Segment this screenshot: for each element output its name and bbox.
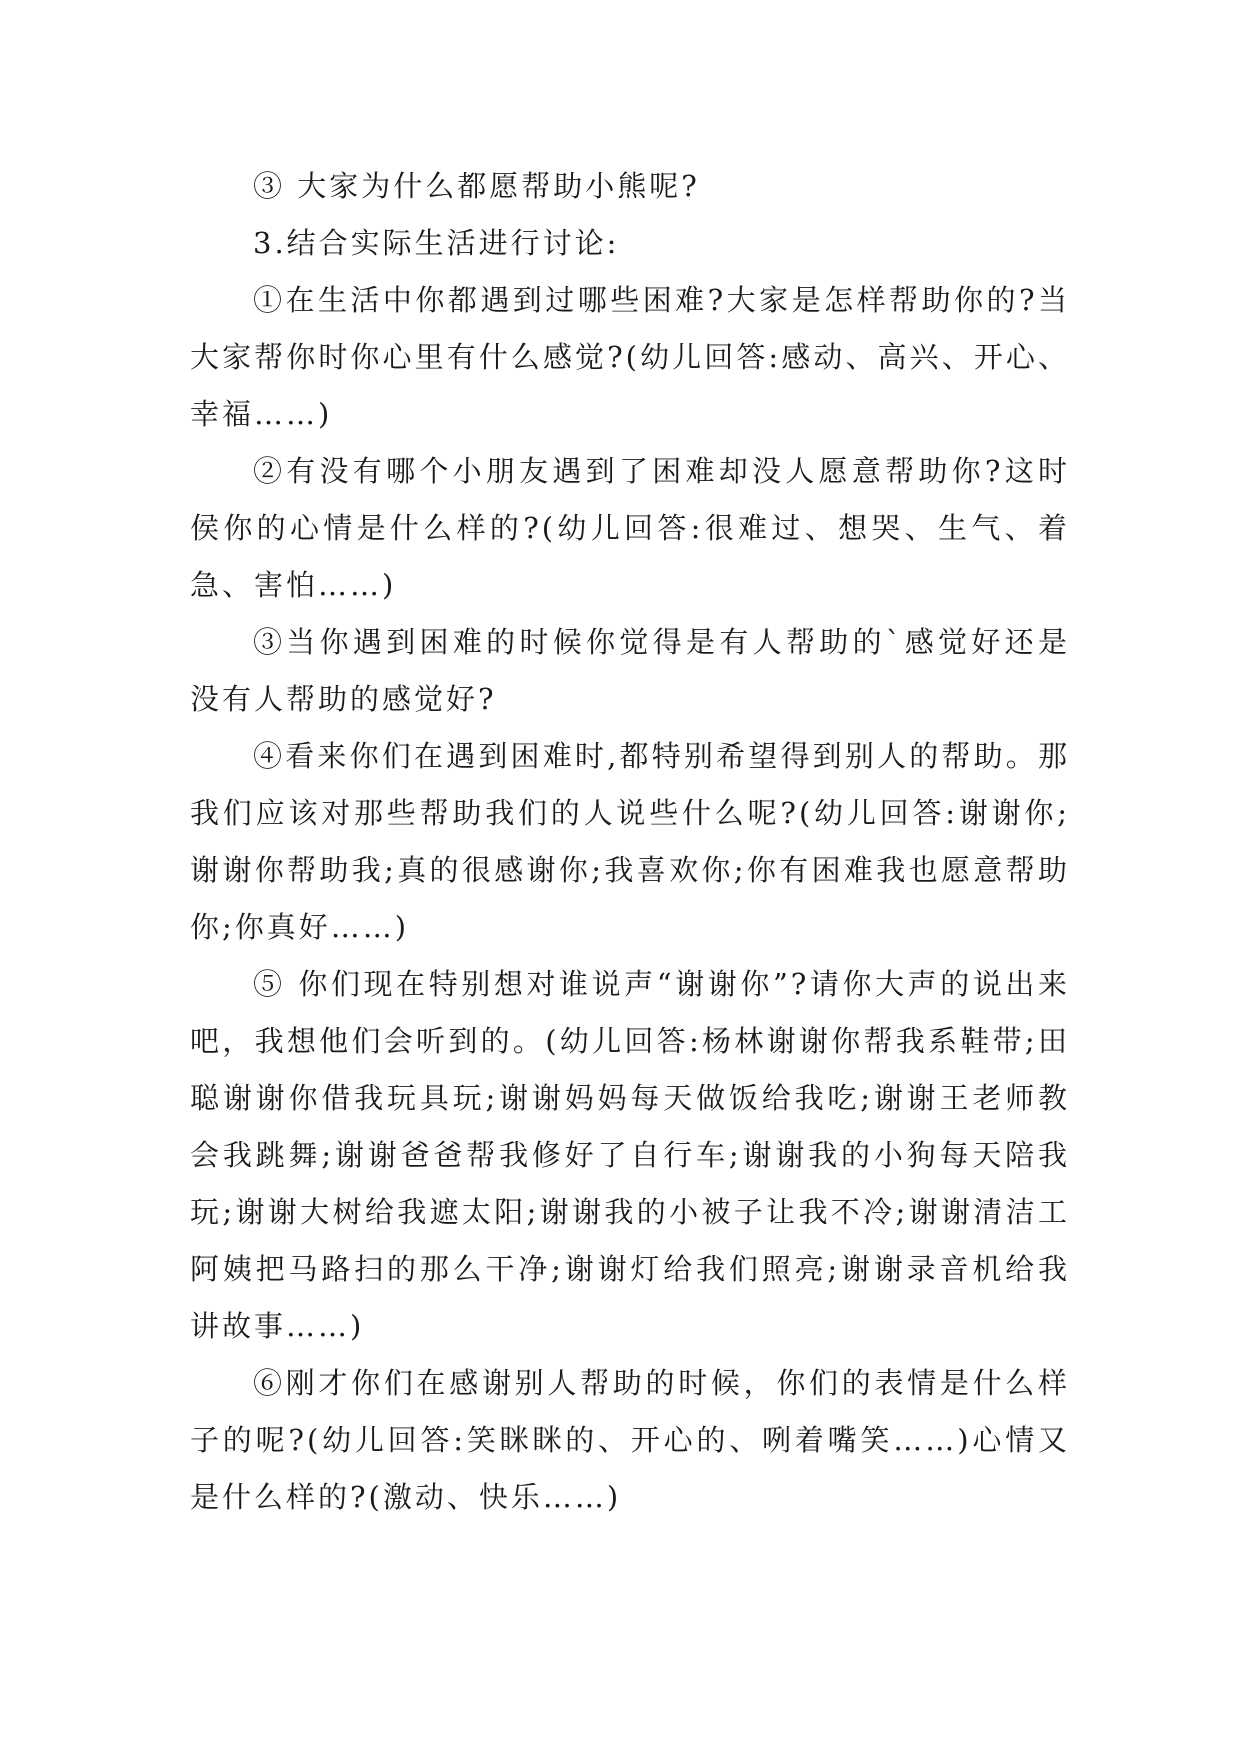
- discussion-question-3: ③当你遇到困难的时候你觉得是有人帮助的`感觉好还是没有人帮助的感觉好?: [190, 625, 1070, 716]
- section-heading-discussion: 3.结合实际生活进行讨论:: [253, 226, 620, 260]
- discussion-question-4: ④看来你们在遇到困难时,都特别希望得到别人的帮助。那我们应该对那些帮助我们的人说些什么呢?(幼儿回答:谢谢你;谢谢你帮助我;真的很感谢你;我喜欢你;你有困难我也愿意帮助你;你真好……): [190, 739, 1070, 944]
- question-3-why-help-bear: ③ 大家为什么都愿帮助小熊呢?: [253, 169, 700, 203]
- discussion-question-6: ⑥刚才你们在感谢别人帮助的时候，你们的表情是什么样子的呢?(幼儿回答:笑眯眯的、开心的、咧着嘴笑……)心情又是什么样的?(激动、快乐……): [190, 1366, 1070, 1514]
- discussion-question-2: ②有没有哪个小朋友遇到了困难却没人愿意帮助你?这时侯你的心情是什么样的?(幼儿回答:很难过、想哭、生气、着急、害怕……): [190, 454, 1070, 602]
- document-page: [190, 158, 1070, 1526]
- discussion-question-5: ⑤ 你们现在特别想对谁说声“谢谢你”?请你大声的说出来吧，我想他们会听到的。(幼儿回答:杨林谢谢你帮我系鞋带;田聪谢谢你借我玩具玩;谢谢妈妈每天做饭给我吃;谢谢王老师教会我跳舞;谢谢爸爸帮我修好了自行车;谢谢我的小狗每天陪我玩;谢谢大树给我遮太阳;谢谢我的小被子让我不冷;谢谢清洁工阿姨把马路扫的那么干净;谢谢灯给我们照亮;谢谢录音机给我讲故事……): [190, 967, 1070, 1343]
- discussion-question-1: ①在生活中你都遇到过哪些困难?大家是怎样帮助你的?当大家帮你时你心里有什么感觉?(幼儿回答:感动、高兴、开心、幸福……): [190, 283, 1070, 431]
